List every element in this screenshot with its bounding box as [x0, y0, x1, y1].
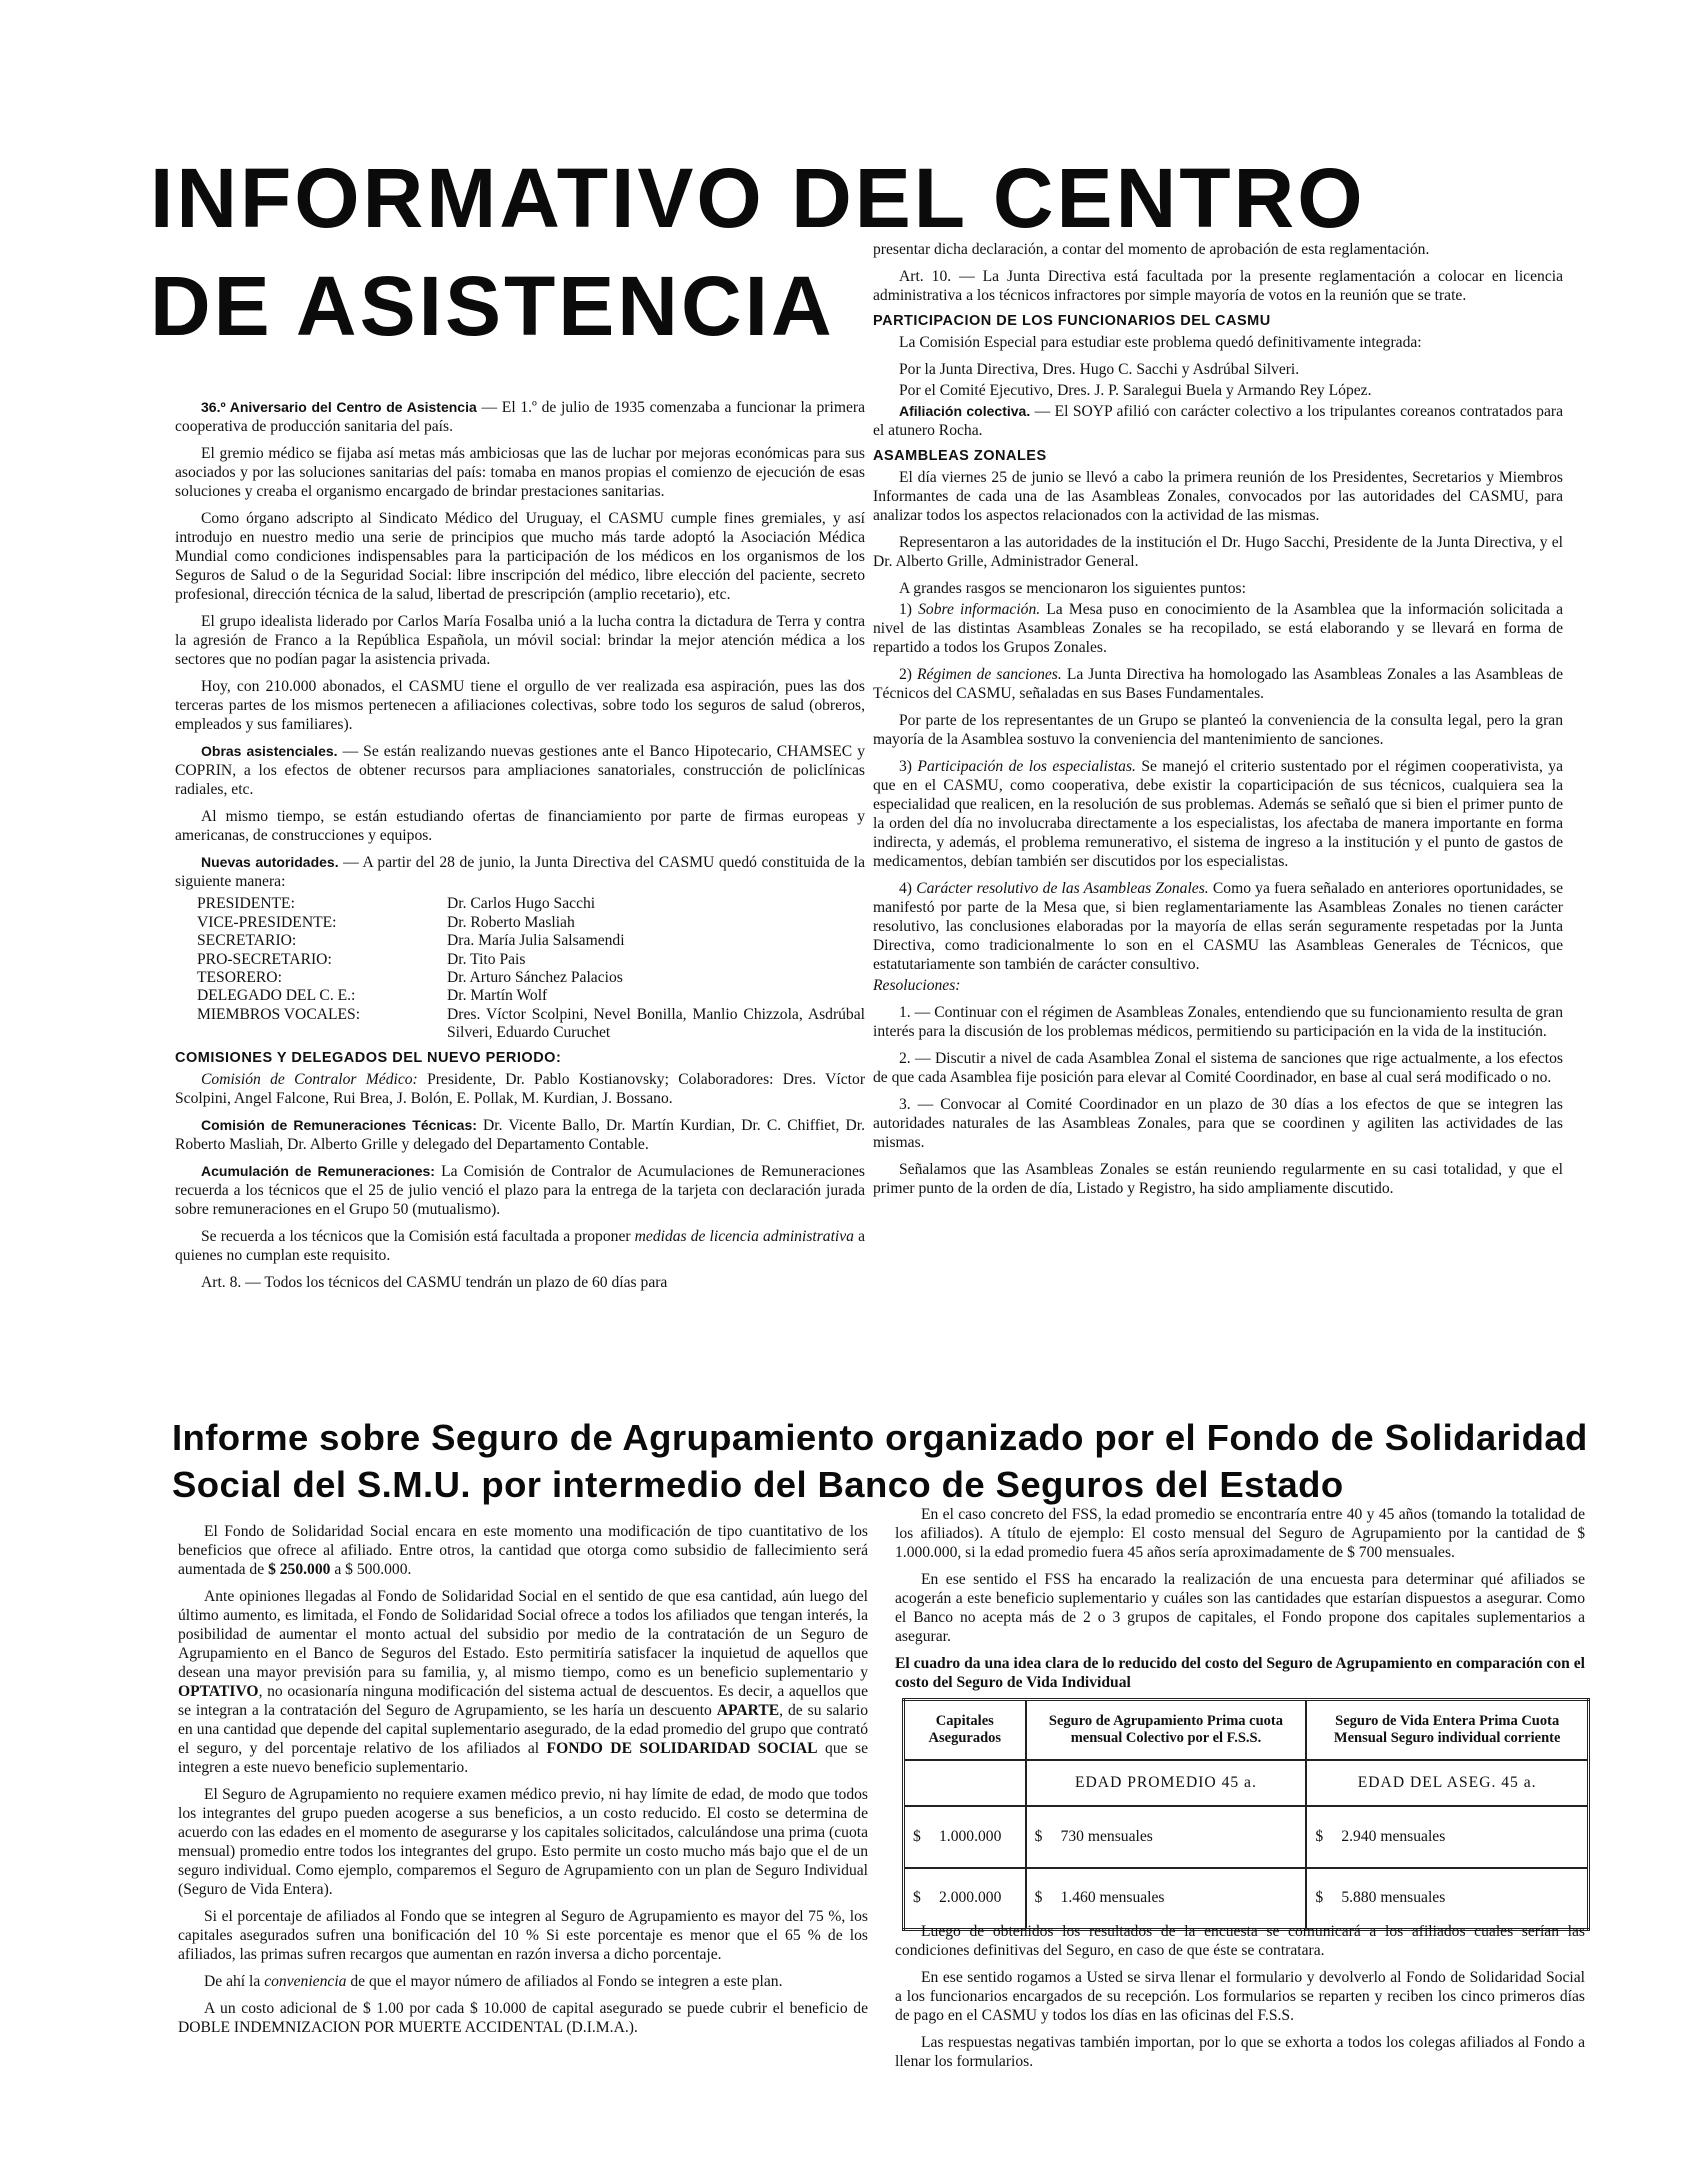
table-cell-individual — [1306, 1806, 1588, 1868]
paragraph: Por el Comité Ejecutivo, Dres. J. P. Saralegui Buela y Armando Rey López. — [899, 381, 1372, 399]
table-subheader: EDAD PROMEDIO 45 a. — [1026, 1760, 1307, 1806]
paragraph: Representaron a las autoridades de la institución el Dr. Hugo Sacchi, Presidente de la Junta Directiva, y el Dr. Alberto Grille, Administrador General. — [873, 533, 1563, 570]
authority-row — [197, 969, 865, 987]
table-header: Capitales Asegurados — [904, 1700, 1026, 1760]
authority-row — [197, 987, 865, 1005]
cell-value: 1.000.000 — [939, 1827, 1002, 1845]
report-right-column — [895, 1505, 1585, 1696]
table-subheader: EDAD DEL ASEG. 45 a. — [1306, 1760, 1588, 1806]
currency-symbol: $ — [1315, 1827, 1324, 1845]
paragraph: El grupo idealista liderado por Carlos María Fosalba unió a la lucha contra la dictadura de Terra y contra la agresión de Franco a la República Española, un móvil social: brindar la mejor atención médica a los sectores que no podían pagar la asistencia privada. — [175, 613, 865, 669]
authority-role: VICE-PRESIDENTE: — [197, 913, 337, 931]
authority-name: Dr. Martín Wolf — [447, 987, 548, 1005]
paragraph: Hoy, con 210.000 abonados, el CASMU tiene el orgullo de ver realizada esa aspiración, pues las dos terceras partes de los mismos pertenecen a afiliaciones colectivas, sobre todo los seguros de salud (obreros, empleados y sus familiares). — [175, 678, 865, 734]
authority-name: Dr. Tito Pais — [447, 950, 526, 968]
table-row — [904, 1806, 1589, 1868]
paragraph: 1) Sobre información. La Mesa puso en conocimiento de la Asamblea que la información solicitada a nivel de las distintas Asambleas Zonales se ha recopilado, se está elaborando y se llevará en forma de repartido a todos los Grupos Zonales. — [873, 600, 1563, 656]
paragraph: Art. 10. — La Junta Directiva está facultada por la presente reglamentación a colocar en licencia administrativa a los técnicos infractores por simple mayoría de votos en la reunión que se trate. — [873, 268, 1563, 305]
table-cell-capital — [904, 1806, 1026, 1868]
section-heading: COMISIONES Y DELEGADOS DEL NUEVO PERIODO: — [175, 1050, 562, 1067]
authority-name: Dres. Víctor Scolpini, Nevel Bonilla, Manlio Chizzola, Asdrúbal Silveri, Eduardo Curuchet — [447, 1005, 865, 1042]
authority-name: Dr. Arturo Sánchez Palacios — [447, 968, 623, 986]
paragraph: presentar dicha declaración, a contar del momento de aprobación de esta reglamentación. — [873, 241, 1430, 258]
paragraph: El día viernes 25 de junio se llevó a cabo la primera reunión de los Presidentes, Secretarios y Miembros Informantes de cada una de las Asambleas Zonales, convocados por las autoridades del CASMU, para analizar todos los aspectos relacionados con la actividad de las mismas. — [873, 468, 1563, 524]
paragraph: En ese sentido el FSS ha encarado la realización de una encuesta para determinar qué afiliados se acogerán a este beneficio suplementario y cuáles son las cantidades que estarían dispuestos a asegurar. Como el Banco no acepta más de 2 o 3 grupos de capitales, el Fondo propone dos capitales suplementarios a asegurar. — [895, 1571, 1585, 1646]
paragraph: A grandes rasgos se mencionaron los siguientes puntos: — [899, 579, 1246, 597]
paragraph: En el caso concreto del FSS, la edad promedio se encontraría entre 40 y 45 años (tomando la totalidad de los afiliados). A título de ejemplo: El costo mensual del Seguro de Agrupamiento por la cantidad de $ 1.000.000, si la edad promedio fuera 45 años sería aproximadamente de $ 700 mensuales. — [895, 1506, 1585, 1562]
paragraph: Por la Junta Directiva, Dres. Hugo C. Sacchi y Asdrúbal Silveri. — [899, 360, 1300, 378]
paragraph: 3) Participación de los especialistas. Se manejó el criterio sustentado por el régimen cooperativista, ya que en el CASMU, como cooperativa, debe existir la coparticipación de sus técnicos, cualquiera sea la especialidad que realicen, en la resolución de sus problemas. Además se señaló que si bien el primer punto de la orden del día no involucraba directamente a los especialistas, los afectaba de manera importante en forma indirecta, y además, el problema remunerativo, el sistema de ingreso a la institución y el punto de gastos de medicamentos, debían también ser discutidos por los especialistas. — [873, 757, 1564, 870]
report-title: Informe sobre Seguro de Agrupamiento organizado por el Fondo de Solidaridad Social del S.M.U. por intermedio del Banco de Seguros del Estado — [172, 1417, 1588, 1505]
paragraph: Si el porcentaje de afiliados al Fondo que se integren al Seguro de Agrupamiento es mayor del 75 %, los capitales asegurados sufren una bonificación del 10 % Si este porcentaje es menor que el 65 % de los afiliados, las primas sufren recargos que aumentan en razón inversa a dicho porcentaje. — [178, 1908, 868, 1964]
authority-role: SECRETARIO: — [197, 932, 297, 950]
report-right-column-lower — [895, 1922, 1585, 2079]
page-title-line-2: DE ASISTENCIA — [150, 259, 835, 353]
paragraph: El Seguro de Agrupamiento no requiere examen médico previo, ni hay límite de edad, de modo que todos los integrantes del grupo pueden acogerse a sus beneficios, a un costo reducido. El costo se determina de acuerdo con las edades en el momento de asegurarse y los capitales solicitados, calculándose una prima (cuota mensual) promedio entre todos los integrantes del grupo. Esto permite un costo mucho más bajo que el de un seguro individual. Como ejemplo, comparemos el Seguro de Agrupamiento con un plan de Seguro Individual (Seguro de Vida Entera). — [178, 1786, 868, 1899]
paragraph: Ante opiniones llegadas al Fondo de Solidaridad Social en el sentido de que esa cantidad, aún luego del último aumento, es limitada, el Fondo de Solidaridad Social ofrece a todos los afiliados que tengan interés, la posibilidad de aumentar el monto actual del subsidio por medio de la contratación de un Seguro de Agrupamiento en el Banco de Seguros del Estado. Esto permitiría satisfacer la inquietud de aquellos que desean una mayor previsión para su familia, y, al mismo tiempo, como es un beneficio suplementario y OPTATIVO, no ocasionaría ninguna modificación del sistema actual de descuentos. Es decir, a aquellos que se integran a la contratación del Seguro de Agrupamiento, se les haría un descuento APARTE, de su salario en una cantidad que depende del capital suplementario asegurado, de la edad promedio del grupo que contrató el seguro, y del porcentaje relativo de los afiliados al FONDO DE SOLIDARIDAD SOCIAL que se integren a este nuevo beneficio suplementario. — [178, 1588, 868, 1777]
authorities-table — [197, 895, 865, 1042]
section-heading: PARTICIPACION DE LOS FUNCIONARIOS DEL CASMU — [873, 313, 1271, 330]
authority-role: MIEMBROS VOCALES: — [197, 1005, 361, 1023]
authority-row — [197, 895, 865, 913]
paragraph: Comisión de Contralor Médico: Presidente, Dr. Pablo Kostianovsky; Colaboradores: Dres. Víctor Scolpini, Angel Falcone, Rui Brea, J. Bolón, E. Pollak, M. Kurdian, J. Bossano. — [175, 1071, 866, 1108]
authority-role: PRO-SECRETARIO: — [197, 950, 332, 968]
table-header-row — [904, 1700, 1589, 1760]
cell-value: 5.880 mensuales — [1341, 1889, 1446, 1907]
table-header: Seguro de Agrupamiento Prima cuota mensual Colectivo por el F.S.S. — [1026, 1700, 1307, 1760]
paragraph: Nuevas autoridades. — A partir del 28 de junio, la Junta Directiva del CASMU quedó constituida de la siguiente manera: — [175, 854, 866, 891]
page-title-line-1: INFORMATIVO DEL CENTRO — [150, 151, 1366, 245]
paragraph: 2) Régimen de sanciones. La Junta Directiva ha homologado las Asambleas Zonales a las Asambleas de Técnicos del CASMU, señaladas en sus Bases Fundamentales. — [873, 665, 1564, 702]
table-cell-group — [1026, 1868, 1307, 1930]
authority-name: Dr. Carlos Hugo Sacchi — [447, 895, 596, 913]
report-left-column — [178, 1522, 868, 2045]
paragraph: Art. 8. — Todos los técnicos del CASMU tendrán un plazo de 60 días para — [201, 1274, 668, 1292]
resolutions-label: Resoluciones: — [873, 976, 961, 994]
paragraph: Acumulación de Remuneraciones: La Comisión de Contralor de Acumulaciones de Remuneraciones recuerda a los técnicos que el 25 de julio venció el plazo para la entrega de la tarjeta con declaración jurada sobre remuneraciones en el Grupo 50 (mutualismo). — [175, 1163, 865, 1219]
paragraph: Al mismo tiempo, se están estudiando ofertas de financiamiento por parte de firmas europeas y americanas, de construcciones y equipos. — [175, 808, 865, 845]
paragraph: Luego de obtenidos los resultados de la encuesta se comunicará a los afiliados cuales serían las condiciones definitivas del Seguro, en caso de que éste se contratara. — [895, 1923, 1585, 1960]
authority-row — [197, 914, 865, 932]
currency-symbol: $ — [913, 1827, 921, 1845]
paragraph: Se recuerda a los técnicos que la Comisión está facultada a proponer medidas de licencia administrativa a quienes no cumplan este requisito. — [175, 1228, 865, 1265]
paragraph: El Fondo de Solidaridad Social encara en este momento una modificación de tipo cuantitativo de los beneficios que ofrece al afiliado. Entre otros, la cantidad que otorga como subsidio de fallecimiento será aumentada de $ 250.000 a $ 500.000. — [178, 1523, 868, 1579]
cell-value: 1.460 mensuales — [1060, 1889, 1165, 1907]
authority-role: PRESIDENTE: — [197, 895, 295, 913]
left-column — [175, 398, 865, 1300]
paragraph: A un costo adicional de $ 1.00 por cada $ 10.000 de capital asegurado se puede cubrir el beneficio de DOBLE INDEMNIZACION POR MUERTE ACCIDENTAL (D.I.M.A.). — [178, 2000, 868, 2037]
currency-symbol: $ — [1034, 1827, 1043, 1845]
paragraph: De ahí la conveniencia de que el mayor número de afiliados al Fondo se integren a este plan. — [204, 1973, 783, 1991]
paragraph: 4) Carácter resolutivo de las Asambleas Zonales. Como ya fuera señalado en anteriores oportunidades, se manifestó por parte de la Mesa que, si bien reglamentariamente las Asambleas Zonales no tienen carácter resolutivo, las conclusiones elaboradas por la mayoría de ellas serán seguramente respetadas por la Junta Directiva, como tradicionalmente lo son en el CASMU las Asambleas Generales de Técnicos, que estatutariamente son también de carácter consultivo. — [873, 879, 1564, 973]
cell-value: 2.940 mensuales — [1341, 1827, 1446, 1845]
right-column — [873, 240, 1563, 1206]
resolution-item: 2. — Discutir a nivel de cada Asamblea Zonal el sistema de sanciones que rige actualmente, a los efectos de que cada Asamblea fije posición para elevar al Comité Coordinador, en base al cual será modificado o no. — [873, 1049, 1563, 1086]
table-caption: El cuadro da una idea clara de lo reducido del costo del Seguro de Agrupamiento en comparación con el costo del Seguro de Vida Individual — [895, 1655, 1585, 1692]
paragraph: Señalamos que las Asambleas Zonales se están reuniendo regularmente en su casi totalidad, y que el primer punto de la orden de día, Listado y Registro, ha sido ampliamente discutido. — [873, 1161, 1563, 1198]
table-header: Seguro de Vida Entera Prima Cuota Mensual Seguro individual corriente — [1306, 1700, 1588, 1760]
resolution-item: 1. — Continuar con el régimen de Asambleas Zonales, entendiendo que su funcionamiento resulta de gran interés para la discusión de los problemas médicos, permitiendo su participación en la vida de la institución. — [873, 1003, 1563, 1040]
cell-value: 730 mensuales — [1060, 1827, 1153, 1845]
paragraph: Obras asistenciales. — Se están realizando nuevas gestiones ante el Banco Hipotecario, CHAMSEC y COPRIN, a los efectos de obtener recursos para ampliaciones sanatoriales, construcción de policlínicas radiales, etc. — [175, 743, 866, 799]
paragraph: El gremio médico se fijaba así metas más ambiciosas que las de luchar por mejoras económicas para sus asociados y por las soluciones sanitarias del país: tomaba en manos propias el comienzo de ejecución de esas soluciones y creaba el organismo encargado de brindar prestaciones sanitarias. — [175, 445, 865, 501]
authority-role: TESORERO: — [197, 968, 282, 986]
paragraph: Afiliación colectiva. — El SOYP afilió con carácter colectivo a los tripulantes coreanos contratados para el atunero Rocha. — [873, 402, 1563, 439]
insurance-cost-table — [902, 1698, 1590, 1931]
paragraph: 36.º Aniversario del Centro de Asistencia — El 1.º de julio de 1935 comenzaba a funcionar la primera cooperativa de producción sanitaria del país. — [175, 399, 866, 436]
authority-name: Dra. María Julia Salsamendi — [447, 932, 625, 950]
currency-symbol: $ — [913, 1889, 921, 1907]
table-subheader-row — [904, 1760, 1589, 1806]
currency-symbol: $ — [1315, 1889, 1324, 1907]
cell-value: 2.000.000 — [939, 1889, 1002, 1907]
paragraph: En ese sentido rogamos a Usted se sirva llenar el formulario y devolverlo al Fondo de Solidaridad Social a los funcionarios encargados de su recepción. Los formularios se reparten y reciben los cinco primeros días de pago en el CASMU y todos los días en las oficinas del F.S.S. — [895, 1969, 1585, 2025]
paragraph: La Comisión Especial para estudiar este problema quedó definitivamente integrada: — [899, 333, 1422, 351]
authority-row — [197, 951, 865, 969]
currency-symbol: $ — [1034, 1889, 1043, 1907]
paragraph: Las respuestas negativas también importan, por lo que se exhorta a todos los colegas afiliados al Fondo a llenar los formularios. — [895, 2034, 1585, 2071]
table-subheader — [904, 1760, 1026, 1806]
table-cell-group — [1026, 1806, 1307, 1868]
paragraph: Comisión de Remuneraciones Técnicas: Dr. Vicente Ballo, Dr. Martín Kurdian, Dr. C. Chiffiet, Dr. Roberto Masliah, Dr. Alberto Grille y delegado del Departamento Contable. — [175, 1117, 865, 1154]
paragraph: Por parte de los representantes de un Grupo se planteó la conveniencia de la consulta legal, pero la gran mayoría de la Asamblea sostuvo la conveniencia del mantenimiento de sanciones. — [873, 711, 1563, 748]
authority-row — [197, 932, 865, 950]
resolution-item: 3. — Convocar al Comité Coordinador en un plazo de 30 días a los efectos de que se integren las autoridades naturales de las Asambleas Zonales, para que se coordinen y agiliten las actividades de las mismas. — [873, 1095, 1563, 1151]
authority-row — [197, 1006, 865, 1043]
paragraph: Como órgano adscripto al Sindicato Médico del Uruguay, el CASMU cumple fines gremiales, y así introdujo en nuestro medio una serie de principios que mucho más tarde adoptó la Asociación Médica Mundial como condiciones indispensables para la participación de los médicos en los organismos de los Seguros de Salud o de la Seguridad Social: libre inscripción del médico, libre elección del paciente, secreto profesional, dirección técnica de la salud, libertad de prescripción (amplio recetario), etc. — [175, 510, 865, 604]
authority-name: Dr. Roberto Masliah — [447, 913, 575, 931]
table-row — [904, 1868, 1589, 1930]
authority-role: DELEGADO DEL C. E.: — [197, 987, 356, 1005]
section-heading: ASAMBLEAS ZONALES — [873, 447, 1047, 464]
table-cell-capital — [904, 1868, 1026, 1930]
table-cell-individual — [1306, 1868, 1588, 1930]
